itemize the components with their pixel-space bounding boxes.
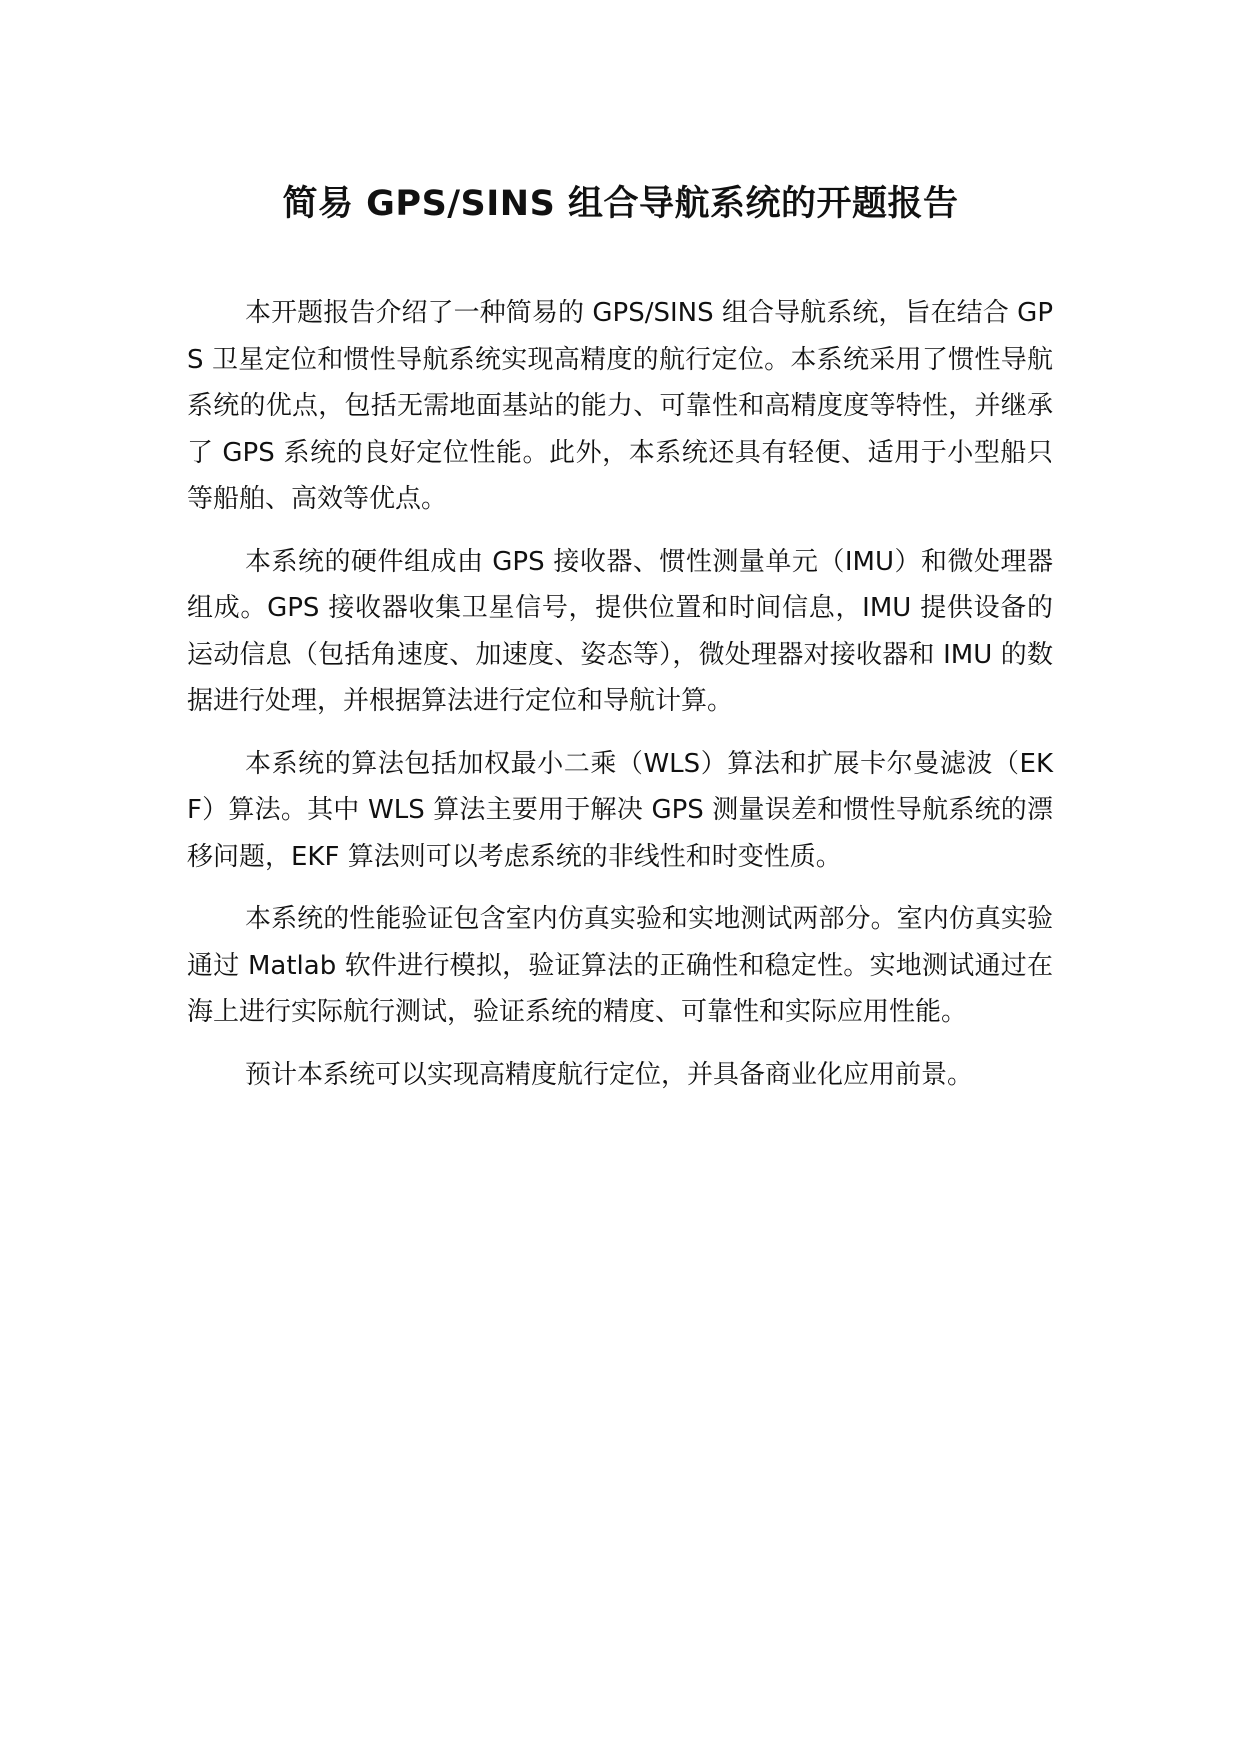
paragraph-hardware: 本系统的硬件组成由 GPS 接收器、惯性测量单元（IMU）和微处理器组成。GPS 接收器收集卫星信号，提供位置和时间信息，IMU 提供设备的运动信息（包括角速度、加速度、姿态等），微处理器对接收器和 IMU 的数据进行处理，并根据算法进行定位和导航计算。 — [187, 546, 1053, 716]
document-body — [187, 290, 1053, 1114]
paragraph-validation: 本系统的性能验证包含室内仿真实验和实地测试两部分。室内仿真实验通过 Matlab 软件进行模拟，验证算法的正确性和稳定性。实地测试通过在海上进行实际航行测试，验证系统的精度、可靠性和实际应用性能。 — [187, 904, 1053, 1027]
paragraph-intro: 本开题报告介绍了一种简易的 GPS/SINS 组合导航系统，旨在结合 GPS 卫星定位和惯性导航系统实现高精度的航行定位。本系统采用了惯性导航系统的优点，包括无需地面基站的能力、可靠性和高精度度等特性，并继承了 GPS 系统的良好定位性能。此外，本系统还具有轻便、适用于小型船只等船舶、高效等优点。 — [187, 298, 1053, 514]
document-title: 简易 GPS/SINS 组合导航系统的开题报告 — [282, 184, 959, 224]
paragraph-outlook: 预计本系统可以实现高精度航行定位，并具备商业化应用前景。 — [245, 1059, 974, 1090]
paragraph-algorithm: 本系统的算法包括加权最小二乘（WLS）算法和扩展卡尔曼滤波（EKF）算法。其中 WLS 算法主要用于解决 GPS 测量误差和惯性导航系统的漂移问题，EKF 算法则可以考虑系统的非线性和时变性质。 — [187, 748, 1053, 872]
